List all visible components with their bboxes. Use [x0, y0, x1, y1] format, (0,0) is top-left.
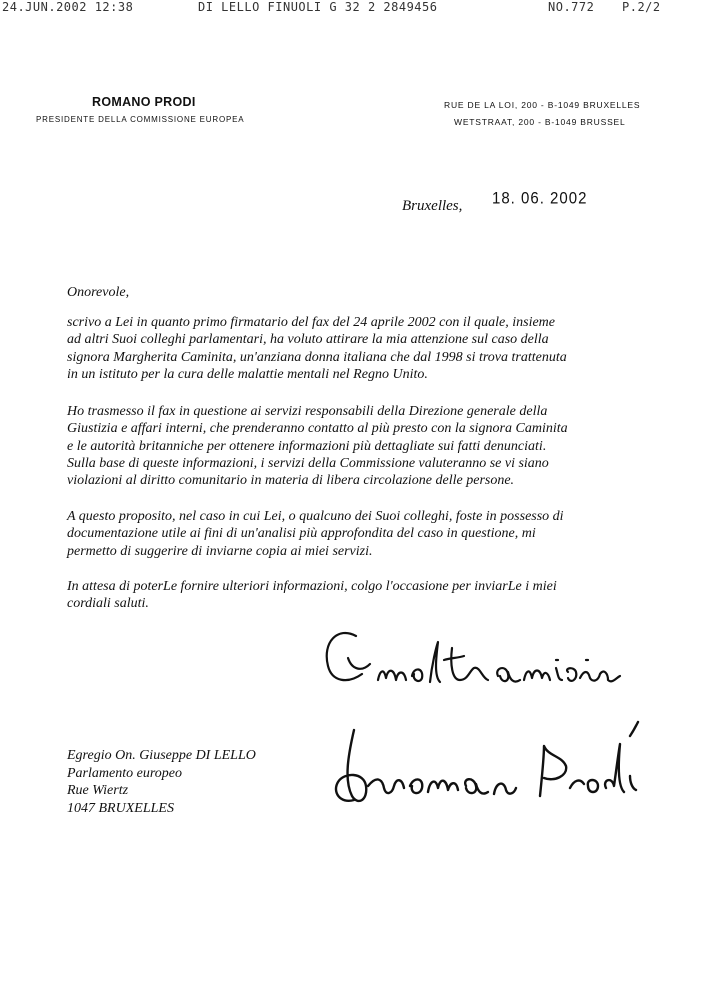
recipient-street: Rue Wiertz [67, 783, 129, 798]
paragraph-line: scrivo a Lei in quanto primo firmatario del fax del 24 aprile 2002 con il quale, insieme [67, 315, 556, 330]
paragraph-line: A questo proposito, nel caso in cui Lei, o qualcuno dei Suoi colleghi, foste in possesso di [67, 509, 564, 524]
paragraph-line: permetto di suggerire di inviarne copia ai miei servizi. [67, 543, 373, 559]
recipient-institution: Parlamento europeo [67, 765, 182, 781]
fax-number: NO.772 [548, 0, 595, 14]
salutation: Onorevole, [67, 285, 130, 300]
date-stamp: 18. 06. 2002 [492, 189, 588, 208]
paragraph-line: in un istituto per la cura delle malattie mentali nel Regno Unito. [67, 366, 428, 382]
paragraph-line: In attesa di poterLe fornire ulteriori informazioni, colgo l'occasione per inviarLe i miei [67, 579, 557, 594]
paragraph-line: Ho trasmesso il fax in questione ai servizi responsabili della Direzione generale della [67, 404, 548, 419]
paragraph-line: signora Margherita Caminita, un'anziana donna italiana che dal 1998 si trova trattenuta [67, 349, 567, 365]
recipient-name: Egregio On. Giuseppe DI LELLO [67, 748, 256, 763]
paragraph-2 [67, 403, 647, 489]
fax-date-time: 24.JUN.2002 12:38 [2, 0, 134, 14]
paragraph-3 [67, 508, 647, 560]
fax-sender: DI LELLO FINUOLI G 32 2 2849456 [198, 0, 438, 14]
recipient-city: 1047 BRUXELLES [67, 800, 174, 816]
letterhead-address-fr: RUE DE LA LOI, 200 - B-1049 BRUXELLES [444, 100, 641, 110]
paragraph-line: cordiali saluti. [67, 596, 149, 612]
paragraph-line: Giustizia e affari interni, che prenderanno contatto al più presto con la signora Caminita [67, 421, 568, 437]
paragraph-line: documentazione utile ai fini di un'analisi più approfondita del caso in questione, mi [67, 526, 536, 542]
paragraph-4 [67, 578, 647, 613]
signature [318, 716, 648, 816]
paragraph-line: violazioni al diritto comunitario in materia di libera circolazione delle persone. [67, 473, 515, 489]
paragraph-line: e le autorità britanniche per ottenere informazioni più dettagliate sui fatti denunciati. [67, 438, 547, 454]
paragraph-1 [67, 314, 647, 383]
date-city: Bruxelles, [402, 198, 463, 214]
letterhead-title: PRESIDENTE DELLA COMMISSIONE EUROPEA [36, 115, 245, 124]
paragraph-line: ad altri Suoi colleghi parlamentari, ha voluto attirare la mia attenzione sul caso della [67, 332, 549, 348]
paragraph-line: Sulla base di queste informazioni, i servizi della Commissione valuteranno se vi siano [67, 455, 549, 471]
letterhead-name: ROMANO PRODI [92, 95, 196, 109]
handwritten-closing [318, 618, 638, 708]
fax-page: P.2/2 [622, 0, 661, 14]
recipient-address [67, 747, 256, 817]
letterhead-address-nl: WETSTRAAT, 200 - B-1049 BRUSSEL [454, 117, 626, 127]
